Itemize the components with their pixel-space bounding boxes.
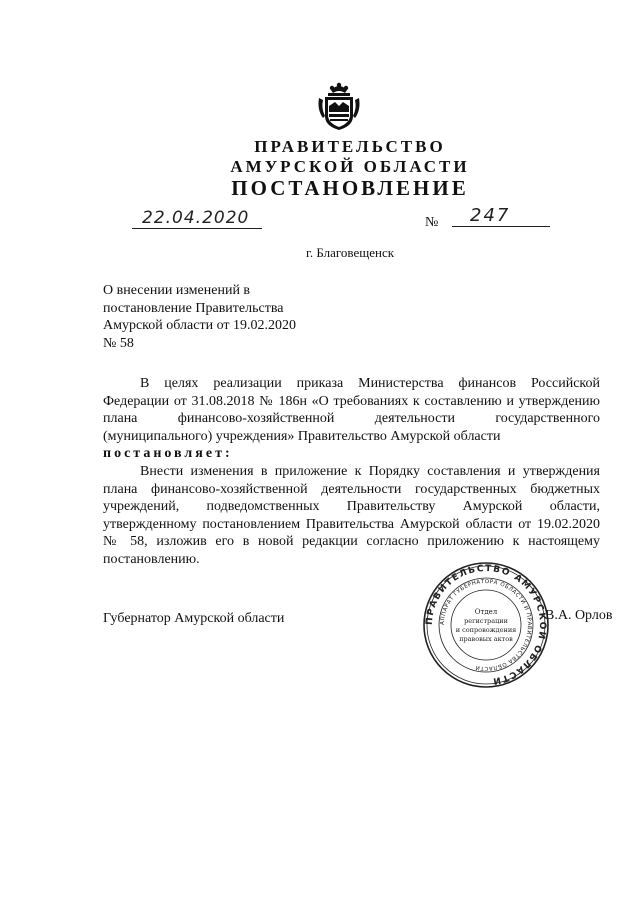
subject-line: Амурской области от 19.02.2020 [103,318,296,333]
stamp-outer-text: ПРАВИТЕЛЬСТВО АМУРСКОЙ ОБЛАСТИ [424,563,548,686]
subject-line: постановление Правительства [103,300,284,316]
stamp-inner-text: АППАРАТ ГУБЕРНАТОРА ОБЛАСТИ И ПРАВИТЕЛЬСТВА ОБЛАСТИ [439,578,533,672]
stamp-center-line: Отдел [474,608,498,616]
subject-line: О внесении изменений в [103,283,251,298]
signer-title: Губернатор Амурской области [103,611,285,626]
org-name-line-1: ПРАВИТЕЛЬСТВО [254,137,446,156]
signer-name: В.А. Орлов [545,608,613,623]
handwritten-date: 22.04.2020 [132,208,262,229]
stamp-center-line: правовых актов [459,635,513,643]
stamp-center-line: и сопровождения [455,626,517,634]
preamble-paragraph: В целях реализации приказа Министерства финансов Российской Федерации от 31.08.2018 № 186н «О требованиях к составлению и утверждению плана финансово-хозяйственной деятельности государственного (муниципального) учреждения» Правительство Амурской области [103,376,600,444]
decree-word: постановляет: [103,446,233,461]
subject-block [103,282,363,352]
svg-text:АППАРАТ ГУБЕРНАТОРА ОБЛАСТИ И [440,579,532,671]
decision-paragraph: Внести изменения в приложение к Порядку составления и утверждения плана финансово-хозяйственной деятельности государственных бюджетных учреждений, подведомственных Правительству Амурской области, утвержденному постановлением Правительства Амурской области от 19.02.2020 № 58, изложив его в новой редакции согласно приложению к настоящему постановлению. [103,464,600,567]
stamp-center-line: регистрации [464,617,508,625]
org-name-line-2: АМУРСКОЙ ОБЛАСТИ [230,157,470,176]
number-label: № [425,215,439,230]
subject-line: № 58 [103,335,134,351]
city-line: г. Благовещенск [305,245,395,260]
amur-coat-of-arms-icon [315,82,363,132]
document-type-title: ПОСТАНОВЛЕНИЕ [231,176,469,200]
handwritten-number: 247 [452,205,550,227]
official-stamp-icon [421,560,551,690]
